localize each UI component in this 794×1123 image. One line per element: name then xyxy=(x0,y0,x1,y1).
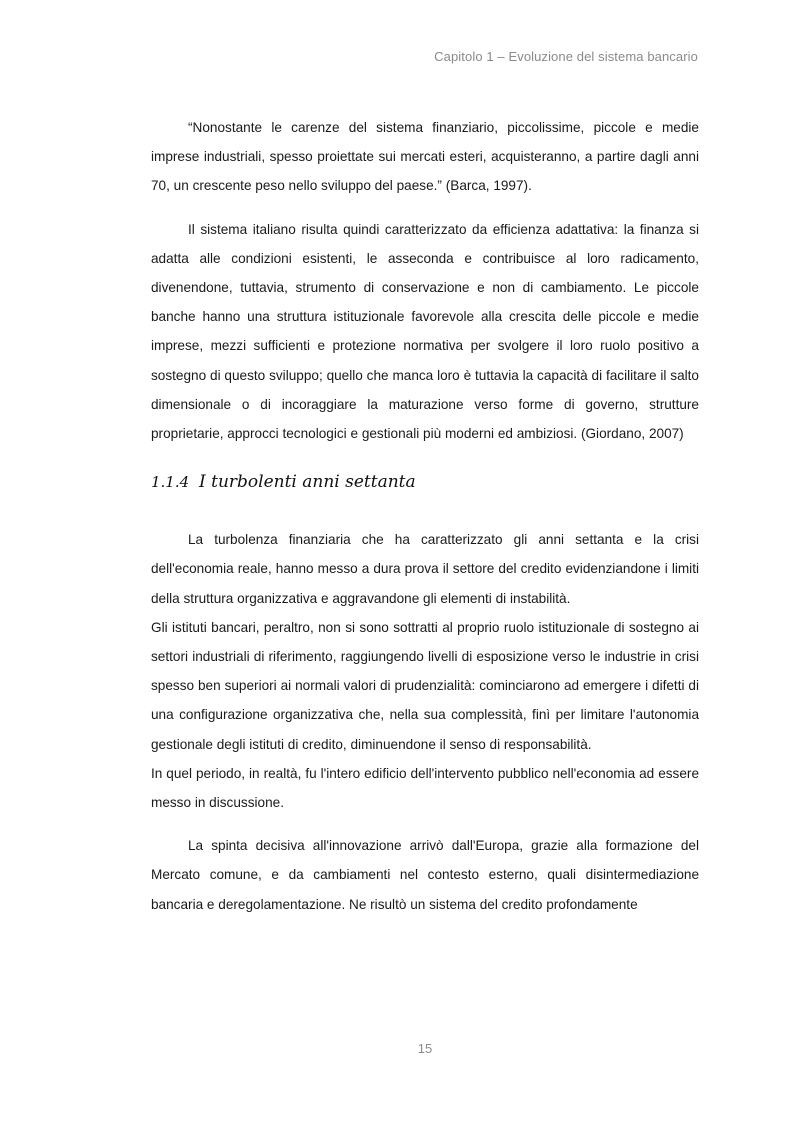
section-number: 1.1.4 xyxy=(151,473,190,492)
page-number: 15 xyxy=(417,1041,433,1056)
section-title: I turbolenti anni settanta xyxy=(199,472,416,493)
quote-paragraph: “Nonostante le carenze del sistema finanziario, piccolissime, piccole e medie imprese industriali, spesso proiettate sui mercati esteri, acquisteranno, a partire dagli anni 70, un crescente peso nello sviluppo del paese.” (Barca, 1997). xyxy=(151,120,699,194)
page-body xyxy=(151,113,699,919)
body-paragraph: In quel periodo, in realtà, fu l'intero edificio dell'intervento pubblico nell'economia ad essere messo in discussione. xyxy=(151,765,699,811)
running-header: Capitolo 1 – Evoluzione del sistema bancario xyxy=(434,49,698,64)
body-paragraph: Gli istituti bancari, peraltro, non si sono sottratti al proprio ruolo istituzionale di sostegno ai settori industriali di riferimento, raggiungendo livelli di esposizione verso le industrie in crisi spesso ben superiori ai normali valori di prudenzialità: cominciarono ad emergere i difetti di una configurazione organizzativa che, nella sua complessità, finì per limitare l'autonomia gestionale degli istituti di credito, diminuendone il senso di responsabilità. xyxy=(151,619,699,752)
section-heading xyxy=(151,472,699,502)
body-paragraph: La spinta decisiva all'innovazione arrivò dall'Europa, grazie alla formazione del Mercato comune, e da cambiamenti nel contesto esterno, quali disintermediazione bancaria e deregolamentazione. Ne risultò un sistema del credito profondamente xyxy=(151,838,699,912)
body-paragraph: Il sistema italiano risulta quindi caratterizzato da efficienza adattativa: la finanza si adatta alle condizioni esistenti, le asseconda e contribuisce al loro radicamento, divenendone, tuttavia, strumento di conservazione e non di cambiamento. Le piccole banche hanno una struttura istituzionale favorevole alla crescita delle piccole e medie imprese, mezzi sufficienti e protezione normativa per svolgere il loro ruolo positivo a sostegno di questo sviluppo; quello che manca loro è tuttavia la capacità di facilitare il salto dimensionale o di incoraggiare la maturazione verso forme di governo, strutture proprietarie, approcci tecnologici e gestionali più moderni ed ambiziosi. (Giordano, 2007) xyxy=(151,221,699,442)
body-paragraph: La turbolenza finanziaria che ha caratterizzato gli anni settanta e la crisi dell'economia reale, hanno messo a dura prova il settore del credito evidenziandone i limiti della struttura organizzativa e aggravandone gli elementi di instabilità. xyxy=(151,532,699,606)
